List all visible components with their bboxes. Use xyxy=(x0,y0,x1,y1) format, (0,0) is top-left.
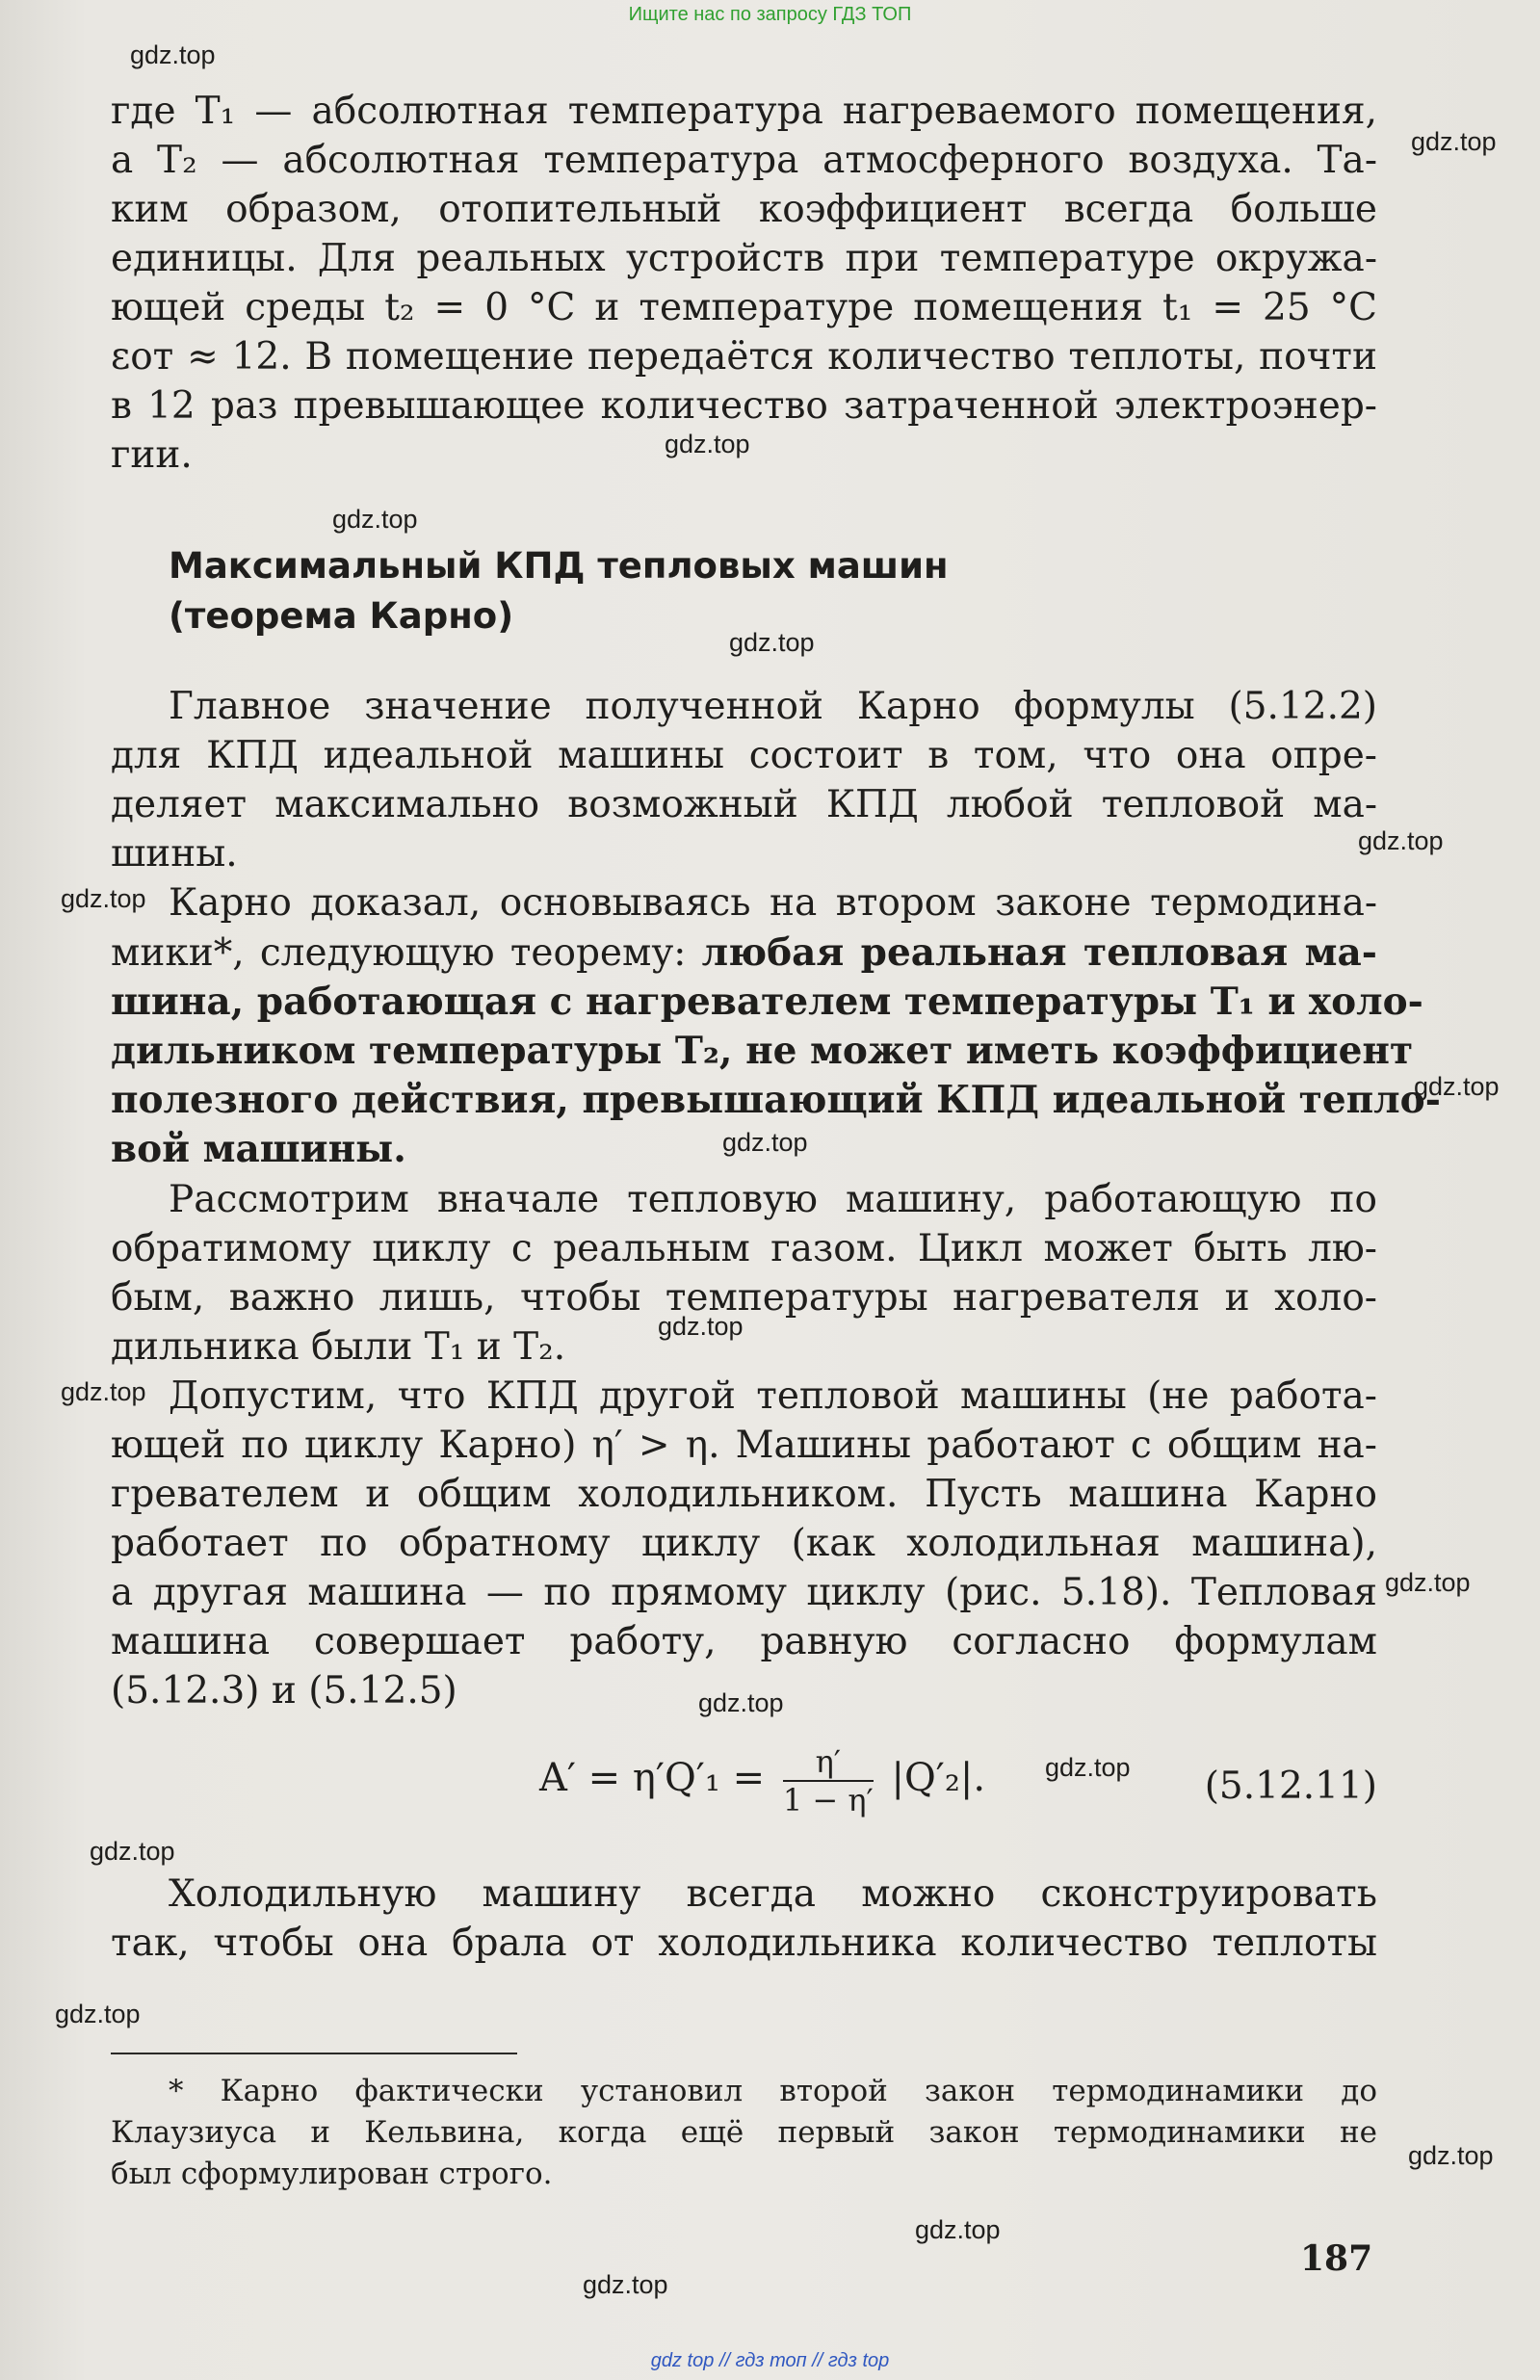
text-line: обратимому циклу с реальным газом. Цикл может быть лю- xyxy=(111,1227,1377,1270)
theorem-line: вой машины. xyxy=(111,1127,406,1171)
watermark: gdz.top xyxy=(658,1312,744,1341)
watermark: gdz.top xyxy=(583,2270,668,2299)
footnote-line: * Карно фактически установил второй закон термодинамики до xyxy=(169,2074,1377,2108)
formula-lhs: A′ = η′Q′₁ = xyxy=(539,1756,766,1800)
text-line: шины. xyxy=(111,832,238,876)
text-line: бым, важно лишь, чтобы температуры нагревателя и холо- xyxy=(111,1276,1377,1320)
watermark: gdz.top xyxy=(722,1128,808,1157)
text-line: а другая машина — по прямому циклу (рис. 5.18). Тепловая xyxy=(111,1571,1377,1614)
fraction-numerator: η′ xyxy=(783,1743,874,1782)
watermark: gdz.top xyxy=(332,505,418,534)
text-line: для КПД идеальной машины состоит в том, что она опре- xyxy=(111,734,1377,777)
watermark: gdz.top xyxy=(729,628,815,657)
section-heading: Максимальный КПД тепловых машин xyxy=(169,545,949,587)
watermark: gdz.top xyxy=(61,884,146,913)
text-line: в 12 раз превышающее количество затраченной электроэнер- xyxy=(111,384,1377,428)
watermark: gdz.top xyxy=(1358,826,1444,855)
watermark: gdz.top xyxy=(1411,127,1497,156)
formula-number: (5.12.11) xyxy=(1204,1765,1377,1808)
text-line: гии. xyxy=(111,433,193,477)
text-line: деляет максимально возможный КПД любой тепловой ма- xyxy=(111,783,1377,826)
footnote-rule xyxy=(111,2053,517,2054)
watermark: gdz.top xyxy=(1045,1753,1131,1782)
text-normal: мики*, следующую теорему: xyxy=(111,931,702,975)
footnote-line: Клаузиуса и Кельвина, когда ещё первый закон термодинамики не xyxy=(111,2115,1377,2150)
watermark: gdz.top xyxy=(1408,2141,1494,2170)
text-line: εот ≈ 12. В помещение передаётся количество теплоты, почти xyxy=(111,335,1377,379)
text-bold: любая реальная тепловая ма- xyxy=(701,930,1377,975)
formula-expression xyxy=(539,1743,985,1818)
text-line: Рассмотрим вначале тепловую машину, работающую по xyxy=(169,1178,1377,1221)
fraction-denominator: 1 − η′ xyxy=(782,1782,874,1818)
text-line: машина совершает работу, равную согласно формулам xyxy=(111,1620,1377,1663)
header-ad[interactable]: Ищите нас по запросу ГДЗ ТОП xyxy=(628,4,912,25)
text-line: (5.12.3) и (5.12.5) xyxy=(111,1669,457,1713)
text-line: Допустим, что КПД другой тепловой машины (не работа- xyxy=(169,1374,1377,1418)
formula-5-12-11 xyxy=(0,1743,1377,1840)
text-line: ющей по циклу Карно) η′ > η. Машины работают с общим на- xyxy=(111,1424,1377,1467)
theorem-line: полезного действия, превышающий КПД идеальной тепло- xyxy=(111,1078,1441,1122)
text-line: так, чтобы она брала от холодильника количество теплоты xyxy=(111,1922,1377,1965)
watermark: gdz.top xyxy=(90,1837,175,1866)
text-line: единицы. Для реальных устройств при температуре окружа- xyxy=(111,237,1377,280)
theorem-line: шина, работающая с нагревателем температуры T₁ и холо- xyxy=(111,980,1423,1024)
theorem-line: дильником температуры T₂, не может иметь коэффициент xyxy=(111,1029,1414,1073)
text-line: Холодильную машину всегда можно сконструировать xyxy=(169,1872,1377,1916)
text-line: работает по обратному циклу (как холодильная машина), xyxy=(111,1522,1377,1565)
footer-ad[interactable]: gdz top // гдз топ // гдз top xyxy=(650,2350,890,2371)
watermark: gdz.top xyxy=(1414,1072,1500,1101)
watermark: gdz.top xyxy=(698,1688,784,1717)
section-heading: (теорема Карно) xyxy=(169,595,514,637)
text-line: а T₂ — абсолютная температура атмосферного воздуха. Та- xyxy=(111,139,1377,182)
formula-fraction xyxy=(783,1743,874,1818)
formula-rhs: |Q′₂|. xyxy=(891,1756,986,1800)
watermark: gdz.top xyxy=(130,40,216,69)
text-line xyxy=(111,930,1377,975)
watermark: gdz.top xyxy=(61,1377,146,1406)
text-line: гревателем и общим холодильником. Пусть машина Карно xyxy=(111,1473,1377,1516)
text-line: ющей среды t₂ = 0 °C и температуре помещения t₁ = 25 °C xyxy=(111,286,1377,329)
watermark: gdz.top xyxy=(915,2215,1001,2244)
footnote-line: был сформулирован строго. xyxy=(111,2157,553,2191)
text-line: ким образом, отопительный коэффициент всегда больше xyxy=(111,188,1377,231)
text-line: дильника были T₁ и T₂. xyxy=(111,1325,566,1369)
text-line: где T₁ — абсолютная температура нагреваемого помещения, xyxy=(111,90,1377,133)
text-line: Главное значение полученной Карно формулы (5.12.2) xyxy=(169,685,1377,728)
watermark: gdz.top xyxy=(665,430,750,458)
watermark: gdz.top xyxy=(55,2000,141,2028)
watermark: gdz.top xyxy=(1385,1568,1471,1597)
text-line: Карно доказал, основываясь на втором законе термодина- xyxy=(169,881,1377,925)
page-number: 187 xyxy=(1300,2238,1373,2279)
